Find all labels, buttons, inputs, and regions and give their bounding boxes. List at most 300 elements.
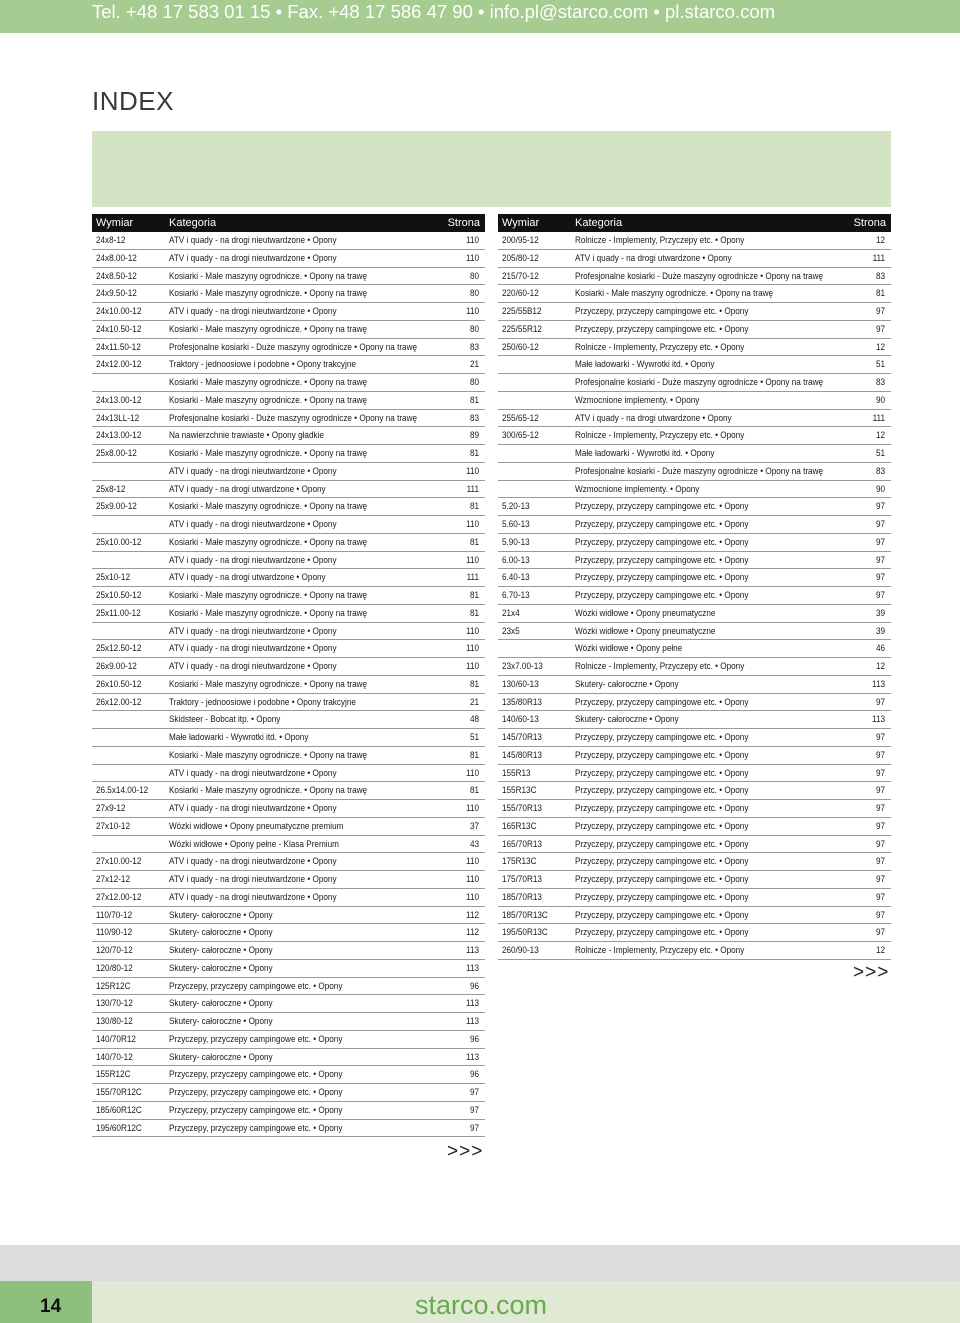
page-cell: 110 [466, 803, 480, 814]
column-header-category: Kategoria [169, 217, 217, 229]
size-cell: 6.70-13 [501, 590, 530, 601]
category-cell: ATV i quady - na drogi nieutwardzone • Opony [168, 856, 337, 868]
size-cell: 225/55R12 [501, 323, 542, 335]
table-row [92, 871, 485, 889]
category-cell: Małe ładowarki - Wywrotki itd. • Opony [574, 448, 715, 459]
table-row [498, 392, 891, 410]
page-cell: 113 [466, 998, 480, 1010]
size-cell: 24x11.50-12 [95, 341, 141, 353]
table-row [498, 765, 891, 783]
table-row [498, 250, 891, 268]
page-cell: 113 [872, 678, 886, 690]
category-cell: Profesjonalne kosiarki - Duże maszyny ogrodnicze • Opony na trawę [574, 377, 824, 388]
size-cell: 215/70-12 [501, 270, 539, 282]
page-cell: 97 [875, 554, 886, 566]
table-row [92, 960, 485, 978]
table-row [92, 445, 485, 463]
category-cell: Kosiarki - Małe maszyny ogrodnicze. • Opony na trawę [168, 448, 368, 459]
table-row [498, 374, 891, 392]
size-cell: 24x10.50-12 [95, 323, 142, 335]
page-cell: 97 [875, 820, 886, 832]
category-cell: ATV i quady - na drogi nieutwardzone • Opony [168, 625, 337, 637]
size-cell: 25x10.00-12 [95, 536, 142, 548]
page-cell: 110 [466, 465, 480, 477]
category-cell: Kosiarki - Małe maszyny ogrodnicze. • Opony na trawę [574, 288, 774, 300]
category-cell: Przyczepy, przyczepy campingowe etc. • Opony [574, 749, 749, 761]
table-row [92, 978, 485, 996]
page-cell: 83 [469, 341, 480, 353]
table-header [92, 214, 485, 232]
category-cell: Kosiarki - Małe maszyny ogrodnicze. • Opony na trawę [168, 749, 368, 761]
size-cell: 24x13.00-12 [95, 394, 142, 406]
table-row [92, 924, 485, 942]
size-cell: 185/70R13 [501, 891, 542, 903]
page-cell: 96 [469, 1033, 480, 1045]
table-row [92, 818, 485, 836]
column-header-size: Wymiar [96, 217, 134, 229]
table-row [92, 942, 485, 960]
table-body [92, 232, 485, 1137]
table-row [92, 374, 485, 392]
table-row [92, 711, 485, 729]
page-cell: 96 [469, 1069, 480, 1081]
category-cell: ATV i quady - na drogi nieutwardzone • Opony [168, 803, 337, 814]
page-number: 14 [40, 1296, 62, 1317]
size-cell: 220/60-12 [501, 288, 539, 300]
category-cell: Rolnicze - Implementy, Przyczepy etc. • Opony [574, 235, 745, 246]
size-cell: 24x8.00-12 [95, 252, 137, 264]
category-cell: Przyczepy, przyczepy campingowe etc. • Opony [574, 696, 749, 708]
page-cell: 80 [469, 270, 480, 282]
category-cell: Małe ładowarki - Wywrotki itd. • Opony [168, 732, 309, 743]
table-row [92, 800, 485, 818]
table-row [498, 747, 891, 765]
category-cell: Kosiarki - Małe maszyny ogrodnicze. • Opony na trawę [168, 270, 368, 282]
page-cell: 12 [875, 430, 886, 442]
size-cell: 25x12.50-12 [95, 643, 142, 655]
size-cell: 130/60-13 [501, 678, 539, 690]
page-cell: 80 [469, 288, 480, 300]
category-cell: Profesjonalne kosiarki - Duże maszyny ogrodnicze • Opony na trawę [574, 270, 824, 282]
page-cell: 90 [875, 483, 886, 495]
continue-marker: >>> [853, 962, 890, 983]
page-cell: 97 [875, 501, 886, 513]
category-cell: Profesjonalne kosiarki - Duże maszyny ogrodnicze • Opony na trawę [574, 465, 824, 477]
table-row [498, 232, 891, 250]
category-cell: Przyczepy, przyczepy campingowe etc. • Opony [168, 1122, 343, 1134]
page-cell: 81 [469, 536, 480, 548]
page-cell: 97 [875, 927, 886, 939]
table-row [498, 924, 891, 942]
size-cell: 155/70R12C [95, 1087, 142, 1098]
table-row [498, 711, 891, 729]
page-cell: 39 [875, 625, 886, 637]
table-row [92, 907, 485, 925]
size-cell: 6.40-13 [501, 572, 530, 584]
category-cell: Rolnicze - Implementy, Przyczepy etc. • Opony [574, 661, 745, 672]
table-row [498, 658, 891, 676]
size-cell: 165/70R13 [501, 838, 542, 850]
page-cell: 97 [875, 572, 886, 584]
table-row [92, 729, 485, 747]
table-row [498, 605, 891, 623]
page-cell: 97 [469, 1122, 480, 1134]
category-cell: ATV i quady - na drogi utwardzone • Opony [168, 572, 326, 584]
size-cell: 130/80-12 [95, 1016, 133, 1027]
size-cell: 175R13C [501, 856, 537, 868]
table-row [498, 800, 891, 818]
table-row [498, 623, 891, 641]
table-row [92, 605, 485, 623]
page-cell: 110 [466, 767, 480, 779]
size-cell: 26x10.50-12 [95, 678, 142, 690]
continue-marker: >>> [447, 1141, 484, 1162]
table-row [498, 818, 891, 836]
size-cell: 24x10.00-12 [95, 306, 142, 317]
page-cell: 51 [875, 359, 886, 371]
page-cell: 111 [872, 252, 886, 264]
category-cell: Skutery- całoroczne • Opony [168, 927, 273, 939]
size-cell: 110/70-12 [95, 909, 133, 921]
category-cell: ATV i quady - na drogi nieutwardzone • Opony [168, 643, 337, 655]
column-header-page: Strona [853, 217, 886, 229]
table-row [92, 427, 485, 445]
page-cell: 81 [875, 288, 886, 300]
category-cell: Małe ładowarki - Wywrotki itd. • Opony [574, 359, 715, 371]
table-row [92, 1013, 485, 1031]
category-cell: Skidsteer - Bobcat itp. • Opony [168, 714, 281, 726]
category-cell: ATV i quady - na drogi nieutwardzone • Opony [168, 235, 337, 246]
table-row [92, 321, 485, 339]
category-cell: Skutery- całoroczne • Opony [168, 1016, 273, 1027]
page-cell: 110 [466, 306, 480, 317]
category-cell: Kosiarki - Małe maszyny ogrodnicze. • Opony na trawę [168, 607, 368, 619]
contact-bar [0, 0, 960, 33]
category-cell: Skutery- całoroczne • Opony [168, 945, 273, 956]
page-cell: 81 [469, 749, 480, 761]
page-cell: 110 [466, 235, 480, 246]
size-cell: 140/70R12 [95, 1033, 136, 1045]
size-cell: 23x5 [501, 625, 520, 637]
category-cell: ATV i quady - na drogi nieutwardzone • Opony [168, 554, 337, 566]
size-cell: 185/60R12C [95, 1104, 142, 1116]
size-cell: 205/80-12 [501, 252, 539, 264]
category-cell: Wózki widłowe • Opony pneumatyczne [574, 625, 716, 637]
category-cell: Profesjonalne kosiarki - Duże maszyny ogrodnicze • Opony na trawę [168, 341, 418, 353]
table-row [92, 285, 485, 303]
category-cell: Profesjonalne kosiarki - Duże maszyny ogrodnicze • Opony na trawę [168, 412, 418, 424]
category-cell: Rolnicze - Implementy, Przyczepy etc. • Opony [574, 341, 745, 353]
table-row [92, 889, 485, 907]
size-cell: 130/70-12 [95, 998, 133, 1010]
category-cell: Przyczepy, przyczepy campingowe etc. • Opony [168, 1104, 343, 1116]
page-cell: 83 [875, 377, 886, 388]
page-cell: 97 [875, 536, 886, 548]
category-cell: Kosiarki - Małe maszyny ogrodnicze. • Opony na trawę [168, 785, 368, 797]
table-row [92, 1102, 485, 1120]
table-body [498, 232, 891, 960]
category-cell: Przyczepy, przyczepy campingowe etc. • Opony [574, 590, 749, 601]
table-row [498, 268, 891, 286]
category-cell: ATV i quady - na drogi utwardzone • Opony [168, 483, 326, 495]
category-cell: Przyczepy, przyczepy campingowe etc. • Opony [168, 1069, 343, 1081]
page-cell: 113 [872, 714, 886, 726]
page-cell: 80 [469, 323, 480, 335]
table-row [92, 1066, 485, 1084]
table-row [92, 498, 485, 516]
table-row [92, 1084, 485, 1102]
page-title: INDEX [92, 86, 174, 116]
size-cell: 25x8-12 [95, 483, 126, 495]
page-cell: 113 [466, 1016, 480, 1027]
size-cell: 140/70-12 [95, 1051, 133, 1063]
table-row [498, 694, 891, 712]
size-cell: 185/70R13C [501, 909, 548, 921]
category-cell: Przyczepy, przyczepy campingowe etc. • Opony [574, 891, 749, 903]
size-cell: 5.90-13 [501, 536, 530, 548]
size-cell: 26.5x14.00-12 [95, 785, 149, 797]
size-cell: 155/70R13 [501, 803, 542, 814]
page-cell: 48 [469, 714, 480, 726]
category-cell: ATV i quady - na drogi utwardzone • Opony [574, 252, 732, 264]
page-cell: 110 [466, 554, 480, 566]
table-row [498, 534, 891, 552]
category-cell: ATV i quady - na drogi nieutwardzone • Opony [168, 767, 337, 779]
category-cell: ATV i quady - na drogi nieutwardzone • Opony [168, 874, 337, 885]
table-row [498, 498, 891, 516]
table-row [92, 658, 485, 676]
page-cell: 37 [469, 820, 480, 832]
category-cell: Przyczepy, przyczepy campingowe etc. • Opony [574, 838, 749, 850]
page-cell: 97 [469, 1104, 480, 1116]
table-row [92, 1049, 485, 1067]
page-cell: 21 [469, 359, 480, 371]
page-cell: 97 [875, 785, 886, 797]
size-cell: 25x8.00-12 [95, 448, 137, 459]
page-cell: 12 [875, 235, 886, 246]
category-cell: Przyczepy, przyczepy campingowe etc. • Opony [574, 927, 749, 939]
category-cell: Przyczepy, przyczepy campingowe etc. • Opony [574, 803, 749, 814]
table-row [92, 339, 485, 357]
page-cell: 46 [875, 643, 886, 655]
page-cell: 110 [466, 874, 480, 885]
page-cell: 12 [875, 945, 886, 956]
page-cell: 81 [469, 394, 480, 406]
page-cell: 51 [875, 448, 886, 459]
category-cell: Wózki widłowe • Opony pneumatyczne [574, 607, 716, 619]
category-cell: Kosiarki - Małe maszyny ogrodnicze. • Opony na trawę [168, 394, 368, 406]
page-cell: 83 [875, 270, 886, 282]
table-row [92, 853, 485, 871]
table-row [92, 1120, 485, 1138]
page-cell: 110 [466, 625, 480, 637]
contact-info: Tel. +48 17 583 01 15 • Fax. +48 17 586 47 90 • info.pl@starco.com • pl.starco.com [92, 1, 776, 22]
header-band [92, 131, 891, 207]
page-cell: 97 [875, 891, 886, 903]
size-cell: 25x10.50-12 [95, 590, 142, 601]
table-row [92, 765, 485, 783]
footer-band [0, 1245, 960, 1281]
category-cell: Kosiarki - Małe maszyny ogrodnicze. • Opony na trawę [168, 678, 368, 690]
size-cell: 24x8-12 [95, 235, 126, 246]
table-row [498, 410, 891, 428]
page-cell: 111 [466, 572, 480, 584]
page-cell: 110 [466, 519, 480, 530]
category-cell: Rolnicze - Implementy, Przyczepy etc. • Opony [574, 945, 745, 956]
category-cell: Przyczepy, przyczepy campingowe etc. • Opony [574, 874, 749, 885]
index-table-left [92, 214, 485, 1137]
table-row [498, 303, 891, 321]
size-cell: 27x12-12 [95, 874, 131, 885]
category-cell: Skutery- całoroczne • Opony [168, 909, 273, 921]
table-row [498, 836, 891, 854]
table-row [498, 516, 891, 534]
size-cell: 165R13C [501, 820, 537, 832]
page-cell: 97 [875, 767, 886, 779]
table-row [498, 640, 891, 658]
category-cell: Kosiarki - Małe maszyny ogrodnicze. • Opony na trawę [168, 590, 368, 601]
table-row [498, 321, 891, 339]
table-row [498, 587, 891, 605]
category-cell: Traktory - jednoosiowe i podobne • Opony trakcyjne [168, 696, 356, 708]
size-cell: 23x7.00-13 [501, 661, 543, 672]
category-cell: Przyczepy, przyczepy campingowe etc. • Opony [168, 1033, 343, 1045]
table-row [498, 285, 891, 303]
size-cell: 24x8.50-12 [95, 270, 137, 282]
category-cell: Skutery- całoroczne • Opony [574, 678, 679, 690]
category-cell: Wózki widłowe • Opony pneumatyczne premium [168, 820, 344, 832]
category-cell: Kosiarki - Małe maszyny ogrodnicze. • Opony na trawę [168, 377, 368, 388]
category-cell: Przyczepy, przyczepy campingowe etc. • Opony [574, 732, 749, 743]
category-cell: Skutery- całoroczne • Opony [168, 1051, 273, 1063]
page-cell: 110 [466, 856, 480, 868]
table-row [498, 853, 891, 871]
page-cell: 81 [469, 501, 480, 513]
category-cell: Rolnicze - Implementy, Przyczepy etc. • Opony [574, 430, 745, 442]
page-cell: 113 [466, 945, 480, 956]
table-row [498, 676, 891, 694]
size-cell: 260/90-13 [501, 945, 539, 956]
table-row [92, 640, 485, 658]
size-cell: 255/65-12 [501, 412, 539, 424]
table-row [92, 392, 485, 410]
size-cell: 24x12.00-12 [95, 359, 142, 371]
page-cell: 97 [875, 590, 886, 601]
category-cell: Przyczepy, przyczepy campingowe etc. • Opony [574, 767, 749, 779]
category-cell: Skutery- całoroczne • Opony [168, 962, 273, 974]
category-cell: Przyczepy, przyczepy campingowe etc. • Opony [574, 909, 749, 921]
size-cell: 125R12C [95, 980, 131, 992]
size-cell: 24x13.00-12 [95, 430, 142, 442]
table-row [498, 481, 891, 499]
table-row [498, 569, 891, 587]
page-cell: 110 [466, 661, 480, 672]
category-cell: Przyczepy, przyczepy campingowe etc. • Opony [574, 306, 749, 317]
size-cell: 200/95-12 [501, 235, 539, 246]
size-cell: 26x9.00-12 [95, 661, 137, 672]
size-cell: 155R13C [501, 785, 537, 797]
category-cell: Traktory - jednoosiowe i podobne • Opony trakcyjne [168, 359, 356, 371]
page-cell: 97 [875, 696, 886, 708]
page-cell: 96 [469, 980, 480, 992]
page-cell: 97 [875, 519, 886, 530]
page-cell: 81 [469, 590, 480, 601]
page-cell: 21 [469, 696, 480, 708]
table-row [92, 534, 485, 552]
table-row [92, 836, 485, 854]
page-cell: 39 [875, 607, 886, 619]
size-cell: 27x9-12 [95, 803, 126, 814]
table-row [498, 339, 891, 357]
table-row [498, 907, 891, 925]
page-cell: 97 [875, 838, 886, 850]
page-cell: 43 [469, 838, 480, 850]
page-cell: 110 [466, 643, 480, 655]
size-cell: 145/80R13 [501, 749, 542, 761]
column-header-size: Wymiar [502, 217, 540, 229]
page-cell: 89 [469, 430, 480, 442]
category-cell: Wzmocnione implementy. • Opony [574, 483, 700, 495]
table-row [498, 782, 891, 800]
column-header-category: Kategoria [575, 217, 623, 229]
table-row [92, 463, 485, 481]
table-row [498, 463, 891, 481]
size-cell: 5.60-13 [501, 519, 530, 530]
category-cell: Kosiarki - Małe maszyny ogrodnicze. • Opony na trawę [168, 536, 368, 548]
page-cell: 97 [875, 323, 886, 335]
category-cell: ATV i quady - na drogi nieutwardzone • Opony [168, 891, 337, 903]
table-row [92, 303, 485, 321]
page-cell: 110 [466, 891, 480, 903]
table-row [92, 569, 485, 587]
table-row [92, 587, 485, 605]
category-cell: ATV i quady - na drogi utwardzone • Opony [574, 412, 732, 424]
table-row [498, 552, 891, 570]
table-row [498, 942, 891, 960]
size-cell: 27x10.00-12 [95, 856, 142, 868]
category-cell: ATV i quady - na drogi nieutwardzone • Opony [168, 465, 337, 477]
category-cell: Przyczepy, przyczepy campingowe etc. • Opony [574, 572, 749, 584]
table-row [92, 995, 485, 1013]
size-cell: 25x11.00-12 [95, 607, 141, 619]
category-cell: Przyczepy, przyczepy campingowe etc. • Opony [168, 1087, 343, 1098]
page-cell: 111 [466, 483, 480, 495]
table-row [498, 445, 891, 463]
page-cell: 83 [875, 465, 886, 477]
table-row [92, 1031, 485, 1049]
page-cell: 97 [469, 1087, 480, 1098]
category-cell: Przyczepy, przyczepy campingowe etc. • Opony [168, 980, 343, 992]
table-row [92, 268, 485, 286]
page-cell: 111 [872, 412, 886, 424]
size-cell: 155R12C [95, 1069, 131, 1081]
category-cell: Na nawierzchnie trawiaste • Opony gładkie [168, 430, 324, 442]
category-cell: Przyczepy, przyczepy campingowe etc. • Opony [574, 501, 749, 513]
category-cell: Wózki widłowe • Opony pełne [574, 643, 683, 655]
category-cell: ATV i quady - na drogi nieutwardzone • Opony [168, 306, 337, 317]
size-cell: 145/70R13 [501, 732, 542, 743]
page-cell: 97 [875, 732, 886, 743]
table-row [92, 782, 485, 800]
category-cell: Wzmocnione implementy. • Opony [574, 394, 700, 406]
table-row [498, 871, 891, 889]
table-row [498, 729, 891, 747]
category-cell: Wózki widłowe • Opony pełne - Klasa Premium [168, 838, 339, 850]
table-row [498, 356, 891, 374]
table-row [92, 516, 485, 534]
size-cell: 140/60-13 [501, 714, 539, 726]
category-cell: Kosiarki - Małe maszyny ogrodnicze. • Opony na trawę [168, 288, 368, 300]
